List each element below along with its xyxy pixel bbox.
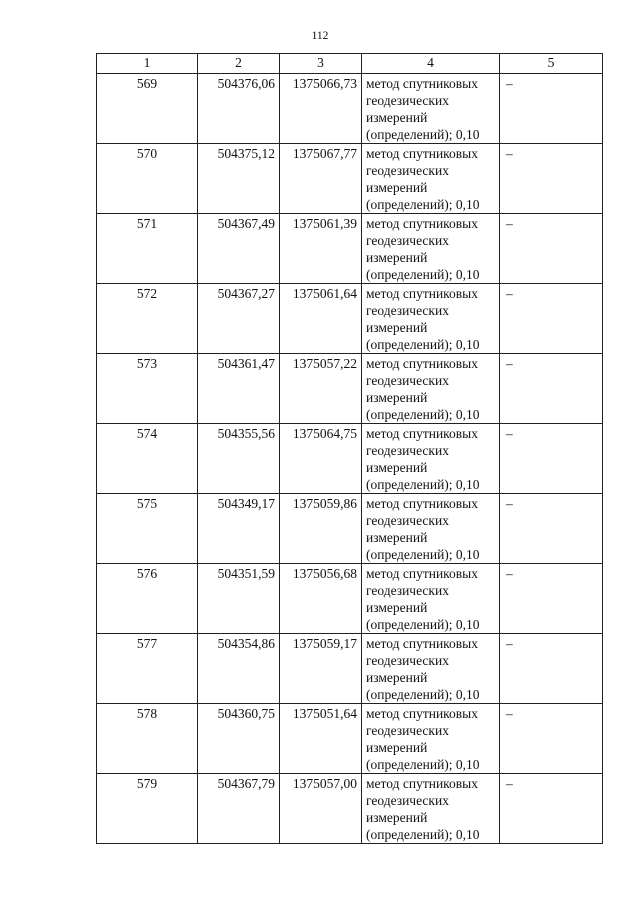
method-cell <box>362 144 500 214</box>
method-cell <box>362 704 500 774</box>
x-coordinate-cell: 504355,56 <box>198 424 280 494</box>
method-line: метод спутниковых <box>366 636 478 651</box>
point-number-cell: 574 <box>97 424 198 494</box>
method-line: измерений <box>366 250 428 265</box>
header-col-4: 4 <box>362 54 500 74</box>
y-coordinate-cell: 1375064,75 <box>280 424 362 494</box>
method-line: метод спутниковых <box>366 76 478 91</box>
method-cell <box>362 424 500 494</box>
method-line: геодезических <box>366 373 449 388</box>
y-coordinate-cell: 1375067,77 <box>280 144 362 214</box>
method-line: (определений); 0,10 <box>366 547 480 562</box>
point-number-cell: 570 <box>97 144 198 214</box>
note-cell: – <box>500 704 603 774</box>
method-line: метод спутниковых <box>366 566 478 581</box>
y-coordinate-cell: 1375057,00 <box>280 774 362 844</box>
y-coordinate-cell: 1375056,68 <box>280 564 362 634</box>
method-cell <box>362 634 500 704</box>
point-number-cell: 573 <box>97 354 198 424</box>
method-line: геодезических <box>366 723 449 738</box>
method-line: геодезических <box>366 93 449 108</box>
y-coordinate-cell: 1375051,64 <box>280 704 362 774</box>
note-cell: – <box>500 424 603 494</box>
note-cell: – <box>500 74 603 144</box>
method-line: метод спутниковых <box>366 426 478 441</box>
method-cell <box>362 354 500 424</box>
table-row <box>97 564 603 634</box>
header-col-2: 2 <box>198 54 280 74</box>
method-line: (определений); 0,10 <box>366 477 480 492</box>
method-line: геодезических <box>366 793 449 808</box>
method-line: геодезических <box>366 233 449 248</box>
point-number-cell: 576 <box>97 564 198 634</box>
table-row <box>97 144 603 214</box>
method-line: (определений); 0,10 <box>366 337 480 352</box>
table-row <box>97 774 603 844</box>
point-number-cell: 577 <box>97 634 198 704</box>
note-cell: – <box>500 774 603 844</box>
method-line: метод спутниковых <box>366 146 478 161</box>
x-coordinate-cell: 504361,47 <box>198 354 280 424</box>
method-line: метод спутниковых <box>366 706 478 721</box>
table-row <box>97 634 603 704</box>
table-body <box>97 74 603 844</box>
y-coordinate-cell: 1375057,22 <box>280 354 362 424</box>
method-line: (определений); 0,10 <box>366 407 480 422</box>
method-cell <box>362 774 500 844</box>
x-coordinate-cell: 504367,27 <box>198 284 280 354</box>
method-cell <box>362 74 500 144</box>
method-cell <box>362 284 500 354</box>
note-cell: – <box>500 634 603 704</box>
x-coordinate-cell: 504367,79 <box>198 774 280 844</box>
point-number-cell: 571 <box>97 214 198 284</box>
method-line: геодезических <box>366 443 449 458</box>
method-line: (определений); 0,10 <box>366 827 480 842</box>
method-line: измерений <box>366 390 428 405</box>
method-line: метод спутниковых <box>366 286 478 301</box>
header-col-1: 1 <box>97 54 198 74</box>
table-row <box>97 704 603 774</box>
method-line: (определений); 0,10 <box>366 197 480 212</box>
method-line: геодезических <box>366 163 449 178</box>
y-coordinate-cell: 1375059,86 <box>280 494 362 564</box>
page-number: 112 <box>311 30 329 42</box>
method-line: геодезических <box>366 303 449 318</box>
table-row <box>97 214 603 284</box>
note-cell: – <box>500 284 603 354</box>
method-cell <box>362 214 500 284</box>
method-line: геодезических <box>366 653 449 668</box>
y-coordinate-cell: 1375061,39 <box>280 214 362 284</box>
x-coordinate-cell: 504375,12 <box>198 144 280 214</box>
method-line: измерений <box>366 600 428 615</box>
note-cell: – <box>500 214 603 284</box>
table-row <box>97 284 603 354</box>
point-number-cell: 572 <box>97 284 198 354</box>
method-line: (определений); 0,10 <box>366 687 480 702</box>
y-coordinate-cell: 1375059,17 <box>280 634 362 704</box>
method-line: измерений <box>366 110 428 125</box>
point-number-cell: 579 <box>97 774 198 844</box>
point-number-cell: 578 <box>97 704 198 774</box>
x-coordinate-cell: 504351,59 <box>198 564 280 634</box>
method-line: измерений <box>366 180 428 195</box>
method-line: геодезических <box>366 513 449 528</box>
y-coordinate-cell: 1375061,64 <box>280 284 362 354</box>
header-col-3: 3 <box>280 54 362 74</box>
point-number-cell: 569 <box>97 74 198 144</box>
method-line: метод спутниковых <box>366 496 478 511</box>
coordinates-table <box>96 53 603 844</box>
x-coordinate-cell: 504354,86 <box>198 634 280 704</box>
method-line: измерений <box>366 460 428 475</box>
method-line: (определений); 0,10 <box>366 267 480 282</box>
method-line: геодезических <box>366 583 449 598</box>
y-coordinate-cell: 1375066,73 <box>280 74 362 144</box>
note-cell: – <box>500 564 603 634</box>
table-row <box>97 74 603 144</box>
method-line: измерений <box>366 740 428 755</box>
table-row <box>97 354 603 424</box>
method-line: (определений); 0,10 <box>366 617 480 632</box>
note-cell: – <box>500 494 603 564</box>
method-line: (определений); 0,10 <box>366 127 480 142</box>
x-coordinate-cell: 504349,17 <box>198 494 280 564</box>
method-line: (определений); 0,10 <box>366 757 480 772</box>
method-line: измерений <box>366 530 428 545</box>
x-coordinate-cell: 504367,49 <box>198 214 280 284</box>
method-line: метод спутниковых <box>366 356 478 371</box>
method-line: измерений <box>366 810 428 825</box>
header-col-5: 5 <box>500 54 603 74</box>
method-line: метод спутниковых <box>366 776 478 791</box>
method-line: метод спутниковых <box>366 216 478 231</box>
table-row <box>97 424 603 494</box>
table-header-row <box>97 54 603 74</box>
method-cell <box>362 564 500 634</box>
x-coordinate-cell: 504376,06 <box>198 74 280 144</box>
note-cell: – <box>500 354 603 424</box>
method-cell <box>362 494 500 564</box>
method-line: измерений <box>366 670 428 685</box>
point-number-cell: 575 <box>97 494 198 564</box>
table-row <box>97 494 603 564</box>
method-line: измерений <box>366 320 428 335</box>
x-coordinate-cell: 504360,75 <box>198 704 280 774</box>
note-cell: – <box>500 144 603 214</box>
